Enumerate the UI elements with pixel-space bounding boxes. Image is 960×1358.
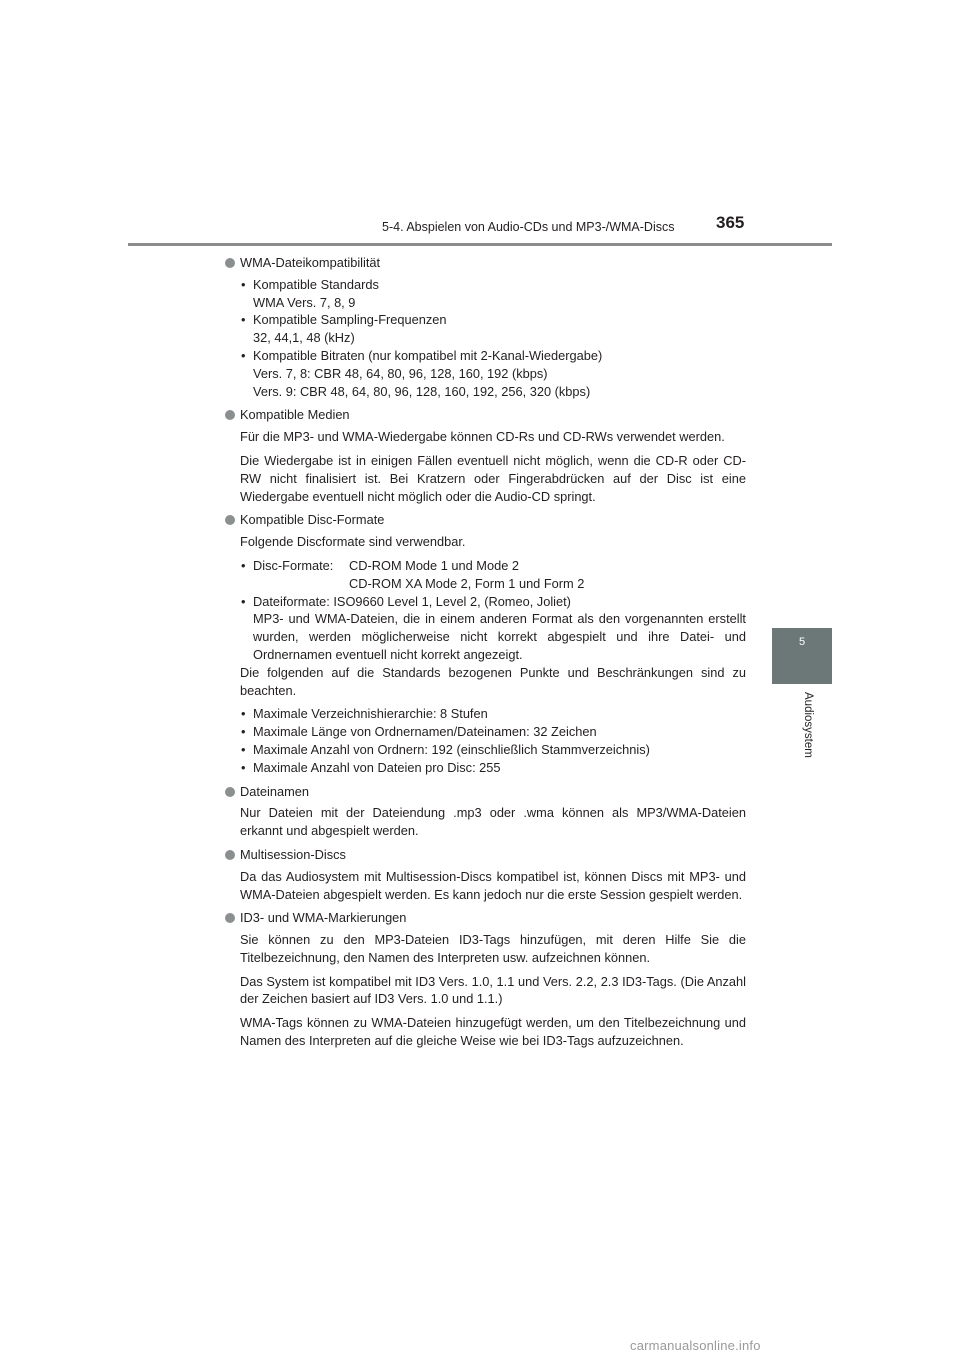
list-item-value: WMA Vers. 7, 8, 9	[253, 294, 356, 310]
list-item-label: • Disc-Formate:	[253, 557, 334, 573]
section-title	[224, 783, 746, 801]
list-item-value: CD-ROM XA Mode 2, Form 1 und Form 2	[349, 575, 585, 591]
page-content	[224, 254, 746, 1056]
section-title	[224, 254, 746, 272]
list-item-value: 32, 44,1, 48 (kHz)	[253, 330, 355, 346]
paragraph: Da das Audiosystem mit Multisession-Discs kompatibel ist, können Discs mit MP3- und WMA-Dateien abgespielt werden. Es kann jedoch nur die erste Session gespielt werden.	[240, 868, 746, 902]
section-compatible-media	[224, 406, 746, 505]
section-title	[224, 846, 746, 864]
circle-bullet-icon	[225, 850, 235, 860]
section-title-text: Kompatible Medien	[240, 407, 350, 423]
section-id3-wma-tags	[224, 909, 746, 1050]
list-item-note: MP3- und WMA-Dateien, die in einem anderen Format als den vorgenannten erstellt wurden, werden möglicherweise nicht korrekt abgespielt und ihre Datei- und Ordnernamen eventuell nicht korrekt angezeigt.	[253, 611, 746, 662]
circle-bullet-icon	[225, 787, 235, 797]
chapter-tab-label: Audiosystem	[802, 692, 814, 758]
list-item	[240, 347, 746, 400]
section-title-text: WMA-Dateikompatibilität	[240, 255, 381, 270]
section-title-text: ID3- und WMA-Markierungen	[240, 910, 407, 926]
wma-spec-list	[240, 276, 746, 401]
section-multisession	[224, 846, 746, 903]
list-item	[240, 276, 746, 312]
list-item	[240, 557, 746, 593]
chapter-tab-number: 5	[798, 636, 806, 648]
paragraph: Für die MP3- und WMA-Wiedergabe können CD-Rs und CD-RWs verwendet werden.	[240, 429, 725, 445]
paragraph: Die Wiedergabe ist in einigen Fällen eventuell nicht möglich, wenn die CD-R oder CD-RW nicht finalisiert ist. Bei Kratzern oder Fingerabdrücken auf der Disc ist eine Wiedergabe eventuell nicht möglich oder die Audio-CD springt.	[240, 452, 746, 504]
paragraph: Nur Dateien mit der Dateiendung .mp3 oder .wma können als MP3/WMA-Dateien erkannt und abgespielt werden.	[240, 805, 746, 839]
limits-list	[240, 705, 746, 776]
section-wma-compatibility	[224, 254, 746, 400]
list-item: • Maximale Länge von Ordnernamen/Dateinamen: 32 Zeichen	[240, 723, 746, 741]
disc-formats-row	[253, 557, 746, 593]
page-number: 365	[716, 213, 745, 232]
format-list	[240, 557, 746, 664]
watermark-text: carmanualsonline.info	[630, 1338, 761, 1353]
paragraph: Sie können zu den MP3-Dateien ID3-Tags hinzufügen, mit deren Hilfe Sie die Titelbezeichnung, den Namen des Interpreten usw. aufzeichnen können.	[240, 932, 746, 965]
list-item	[240, 311, 746, 347]
circle-bullet-icon	[225, 913, 235, 923]
paragraph: Die folgenden auf die Standards bezogenen Punkte und Beschränkungen sind zu beachten.	[240, 664, 746, 698]
circle-bullet-icon	[225, 258, 235, 268]
circle-bullet-icon	[225, 515, 235, 525]
list-item-value: Vers. 7, 8: CBR 48, 64, 80, 96, 128, 160, 192 (kbps)	[253, 365, 548, 381]
list-item	[240, 593, 746, 664]
list-item-label: • Kompatible Standards	[253, 276, 379, 292]
header-divider	[128, 243, 832, 246]
section-filenames	[224, 783, 746, 840]
list-item-label: • Kompatible Sampling-Frequenzen	[253, 312, 447, 328]
section-title	[224, 511, 746, 529]
paragraph: WMA-Tags können zu WMA-Dateien hinzugefügt werden, um den Titelbezeichnung und Namen des Interpreten auf die gleiche Weise wie bei ID3-Tags aufzuzeichnen.	[240, 1015, 746, 1049]
section-title	[224, 909, 746, 927]
paragraph: Das System ist kompatibel mit ID3 Vers. 1.0, 1.1 und Vers. 2.2, 2.3 ID3-Tags. (Die Anzahl der Zeichen basiert auf ID3 Vers. 1.0 und 1.1.)	[240, 973, 746, 1007]
section-title-text: Multisession-Discs	[240, 846, 346, 862]
list-item-label: • Kompatible Bitraten (nur kompatibel mit 2-Kanal-Wiedergabe)	[253, 347, 603, 363]
section-title-text: Kompatible Disc-Formate	[240, 512, 385, 528]
list-item-label: • Dateiformate: ISO9660 Level 1, Level 2, (Romeo, Joliet)	[253, 593, 571, 609]
section-disc-formats	[224, 511, 746, 776]
list-item: • Maximale Anzahl von Ordnern: 192 (einschließlich Stammverzeichnis)	[240, 741, 746, 759]
section-title-text: Dateinamen	[240, 783, 310, 799]
disc-formats-values	[349, 557, 584, 593]
list-item: • Maximale Anzahl von Dateien pro Disc: 255	[240, 759, 746, 777]
running-header: 5-4. Abspielen von Audio-CDs und MP3-/WMA-Discs	[382, 220, 675, 234]
section-title	[224, 406, 746, 424]
list-item-value: Vers. 9: CBR 48, 64, 80, 96, 128, 160, 192, 256, 320 (kbps)	[253, 383, 591, 399]
list-item: • Maximale Verzeichnishierarchie: 8 Stufen	[240, 705, 746, 723]
list-item-value: CD-ROM Mode 1 und Mode 2	[349, 557, 519, 573]
paragraph: Folgende Discformate sind verwendbar.	[240, 534, 466, 550]
circle-bullet-icon	[225, 410, 235, 420]
